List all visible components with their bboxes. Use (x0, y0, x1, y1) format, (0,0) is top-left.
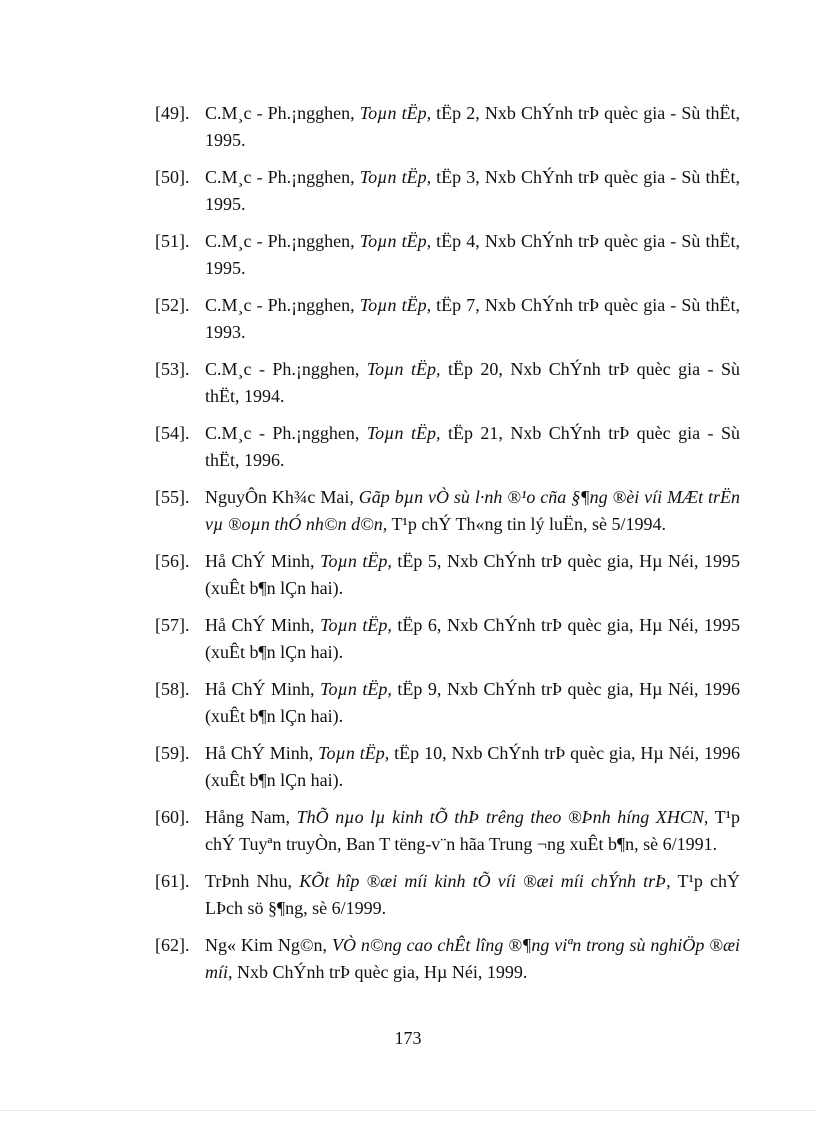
reference-title: Toµn tËp, (366, 423, 441, 443)
reference-text (205, 676, 740, 730)
reference-text (205, 228, 740, 282)
reference-author: Ng« Kim Ng©n, (205, 935, 332, 955)
reference-number: [50]. (155, 167, 190, 187)
reference-author: C.M¸c - Ph.¡ngghen, (205, 359, 367, 379)
reference-author: C.M¸c - Ph.¡ngghen, (205, 103, 360, 123)
reference-item (155, 868, 740, 922)
reference-text (205, 420, 740, 474)
reference-details: tËp 21, Nxb ChÝnh trÞ quèc gia - Sù thËt, 1996. (205, 423, 740, 470)
reference-list (155, 100, 740, 996)
reference-item (155, 356, 740, 410)
reference-text (205, 804, 740, 858)
reference-text (205, 100, 740, 154)
reference-title: ThÕ nµo lµ kinh tÕ thÞ trêng theo ®Þnh híng XHCN (296, 807, 704, 827)
reference-number: [49]. (155, 103, 190, 123)
reference-author: Hå ChÝ Minh, (205, 679, 321, 699)
reference-title: Toµn tËp, (359, 295, 432, 315)
reference-item (155, 484, 740, 538)
reference-text (205, 292, 740, 346)
reference-author: NguyÔn Kh¾c Mai, (205, 487, 359, 507)
reference-author: C.M¸c - Ph.¡ngghen, (205, 423, 367, 443)
reference-title: Toµn tËp, (359, 167, 432, 187)
reference-item (155, 740, 740, 794)
reference-details: , T¹p chÝ Tuyªn truyÒn, Ban T tëng-v¨n hãa Trung ¬ng xuÊt b¶n, sè 6/1991. (205, 807, 740, 854)
reference-item (155, 932, 740, 986)
reference-author: Hå ChÝ Minh, (205, 743, 319, 763)
reference-number: [52]. (155, 295, 190, 315)
reference-author: TrÞnh Nhu, (205, 871, 300, 891)
reference-item (155, 804, 740, 858)
reference-title: Toµn tËp, (320, 615, 392, 635)
reference-title: KÕt hîp ®æi míi kinh tÕ víi ®æi míi chÝnh trÞ, (299, 871, 671, 891)
reference-details: Nxb ChÝnh trÞ quèc gia, Hµ Néi, 1999. (232, 962, 528, 982)
reference-details: T¹p chÝ Th«ng tin lý luËn, sè 5/1994. (387, 514, 666, 534)
reference-number: [54]. (155, 423, 190, 443)
reference-number: [55]. (155, 487, 190, 507)
reference-title: Gãp bµn vÒ sù l·nh ®¹o cña §¶ng ®èi víi MÆt trËn vµ ®oµn thÓ nh©n d©n, (205, 487, 741, 534)
reference-details: T¹p chÝ LÞch sö §¶ng, sè 6/1999. (205, 871, 740, 918)
reference-details: tËp 20, Nxb ChÝnh trÞ quèc gia - Sù thËt, 1994. (205, 359, 740, 406)
reference-details: tËp 2, Nxb ChÝnh trÞ quèc gia - Sù thËt, 1995. (205, 103, 740, 150)
reference-title: Toµn tËp, (320, 551, 392, 571)
page-bottom-edge (0, 1110, 816, 1111)
reference-text (205, 484, 740, 538)
reference-text (205, 868, 740, 922)
reference-item (155, 548, 740, 602)
reference-author: Hå ChÝ Minh, (205, 615, 321, 635)
reference-author: C.M¸c - Ph.¡ngghen, (205, 231, 360, 251)
reference-number: [51]. (155, 231, 190, 251)
reference-details: tËp 10, Nxb ChÝnh trÞ quèc gia, Hµ Néi, 1996 (xuÊt b¶n lÇn hai). (205, 743, 741, 790)
reference-title: Toµn tËp, (318, 743, 390, 763)
reference-number: [56]. (155, 551, 190, 571)
reference-number: [60]. (155, 807, 190, 827)
reference-title: Toµn tËp, (359, 231, 432, 251)
reference-text (205, 612, 740, 666)
reference-number: [59]. (155, 743, 190, 763)
reference-author: Hång Nam, (205, 807, 297, 827)
reference-text (205, 740, 740, 794)
reference-author: C.M¸c - Ph.¡ngghen, (205, 167, 360, 187)
reference-item (155, 100, 740, 154)
page-number: 173 (394, 1028, 422, 1048)
reference-details: tËp 5, Nxb ChÝnh trÞ quèc gia, Hµ Néi, 1995 (xuÊt b¶n lÇn hai). (205, 551, 740, 598)
reference-number: [62]. (155, 935, 190, 955)
reference-number: [57]. (155, 615, 190, 635)
reference-author: Hå ChÝ Minh, (205, 551, 321, 571)
reference-details: tËp 6, Nxb ChÝnh trÞ quèc gia, Hµ Néi, 1995 (xuÊt b¶n lÇn hai). (205, 615, 740, 662)
reference-text (205, 356, 740, 410)
reference-item (155, 420, 740, 474)
reference-title: Toµn tËp, (366, 359, 441, 379)
reference-number: [58]. (155, 679, 190, 699)
reference-number: [53]. (155, 359, 190, 379)
reference-text (205, 932, 740, 986)
reference-text (205, 548, 740, 602)
reference-author: C.M¸c - Ph.¡ngghen, (205, 295, 360, 315)
reference-item (155, 292, 740, 346)
reference-item (155, 676, 740, 730)
reference-details: tËp 3, Nxb ChÝnh trÞ quèc gia - Sù thËt, 1995. (205, 167, 740, 214)
reference-title: VÒ n©ng cao chÊt lîng ®¶ng viªn trong sù nghiÖp ®æi míi, (205, 935, 740, 982)
reference-details: tËp 9, Nxb ChÝnh trÞ quèc gia, Hµ Néi, 1996 (xuÊt b¶n lÇn hai). (205, 679, 740, 726)
reference-details: tËp 4, Nxb ChÝnh trÞ quèc gia - Sù thËt, 1995. (205, 231, 740, 278)
reference-number: [61]. (155, 871, 190, 891)
reference-item (155, 164, 740, 218)
reference-details: tËp 7, Nxb ChÝnh trÞ quèc gia - Sù thËt, 1993. (205, 295, 740, 342)
reference-text (205, 164, 740, 218)
reference-title: Toµn tËp, (320, 679, 392, 699)
reference-item (155, 228, 740, 282)
reference-title: Toµn tËp, (359, 103, 432, 123)
reference-item (155, 612, 740, 666)
